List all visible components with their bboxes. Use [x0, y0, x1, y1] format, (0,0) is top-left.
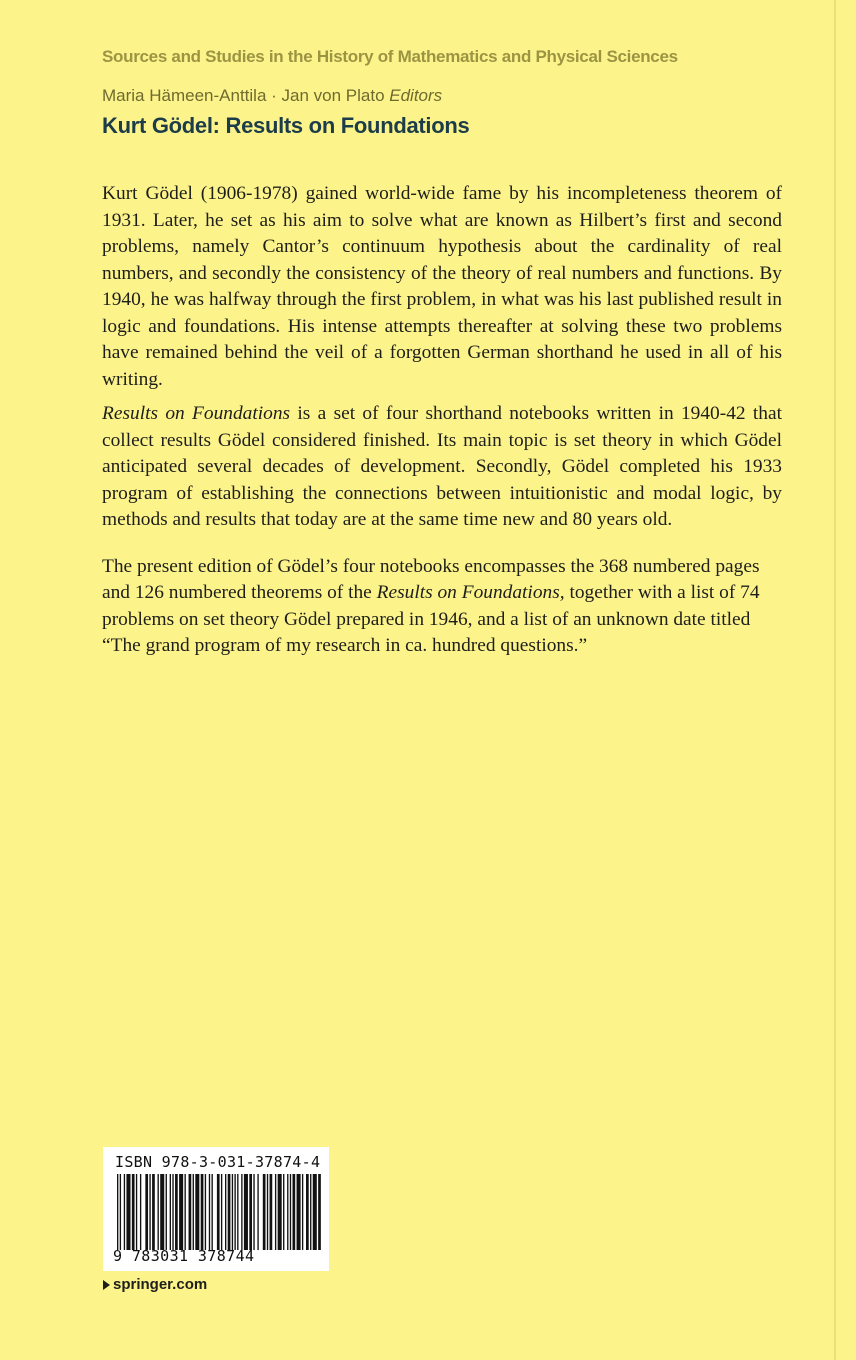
- barcode-bar: [185, 1174, 186, 1250]
- barcode-bar: [234, 1174, 235, 1250]
- barcode-bar: [117, 1174, 118, 1250]
- editors-role: Editors: [389, 86, 443, 105]
- blurb-p3-title: Results on Foundations,: [376, 582, 565, 603]
- barcode-bar: [244, 1174, 248, 1250]
- barcode-bar: [189, 1174, 192, 1250]
- barcode-bar: [228, 1174, 231, 1250]
- book-title: Kurt Gödel: Results on Foundations: [102, 113, 470, 138]
- barcode-bar: [132, 1174, 135, 1250]
- barcode-bar: [293, 1174, 296, 1250]
- barcode-bar: [145, 1174, 148, 1250]
- barcode-bar: [297, 1174, 301, 1250]
- barcode-bar: [170, 1174, 171, 1250]
- editors-names: Maria Hämeen-Anttila · Jan von Plato: [102, 86, 385, 105]
- barcode-bar: [306, 1174, 309, 1250]
- blurb-paragraph-2: [102, 401, 782, 534]
- barcode-bar: [126, 1174, 130, 1250]
- barcode-bar: [120, 1174, 121, 1250]
- barcode-bar: [217, 1174, 220, 1250]
- barcode-bar: [149, 1174, 150, 1250]
- blurb-p3-start: The present edition of Gödel’s four notebooks encompasses the 368 numbered pages and 126 numbered theorems of the: [102, 555, 760, 603]
- barcode-bar: [318, 1174, 321, 1250]
- barcode-bar: [193, 1174, 194, 1250]
- barcode-bar: [212, 1174, 213, 1250]
- publisher-url: springer.com: [113, 1276, 208, 1293]
- barcode-bar: [175, 1174, 178, 1250]
- barcode-bar: [290, 1174, 291, 1250]
- barcode-bar: [270, 1174, 273, 1250]
- barcode-bar: [201, 1174, 204, 1250]
- barcode-bar: [124, 1174, 125, 1250]
- barcode-bars: [111, 1174, 325, 1250]
- blurb-p2-title: Results on Foundations: [102, 403, 291, 424]
- isbn-label: ISBN 978-3-031-37874-4: [115, 1153, 321, 1171]
- barcode-bar: [237, 1174, 238, 1250]
- barcode-bar: [313, 1174, 317, 1250]
- barcode-bar: [209, 1174, 210, 1250]
- blurb-p3-rest: together with a list of 74 problems on set theory Gödel prepared in 1946, and a list of an unknown date titled “The grand program of my research in ca. hundred questions.”: [102, 582, 760, 656]
- barcode-bar: [160, 1174, 164, 1250]
- barcode-bar: [310, 1174, 311, 1250]
- barcode-bar: [205, 1174, 206, 1250]
- barcode-bar: [253, 1174, 254, 1250]
- back-cover-blurb: [102, 181, 782, 660]
- barcode-bar: [275, 1174, 276, 1250]
- barcode-bar: [158, 1174, 159, 1250]
- barcode-bar: [278, 1174, 282, 1250]
- barcode-bar: [195, 1174, 199, 1250]
- barcode-bar: [302, 1174, 303, 1250]
- barcode-bar: [179, 1174, 183, 1250]
- barcode-bar: [283, 1174, 284, 1250]
- barcode-bar: [225, 1174, 226, 1250]
- barcode-bar: [232, 1174, 233, 1250]
- barcode-bar: [287, 1174, 288, 1250]
- barcode-bar: [172, 1174, 173, 1250]
- barcode-bar: [249, 1174, 252, 1250]
- arrow-right-icon: [103, 1280, 110, 1290]
- barcode-bar: [241, 1174, 242, 1250]
- barcode-digits: 9 783031 378744: [113, 1247, 255, 1265]
- barcode-bar: [221, 1174, 222, 1250]
- blurb-paragraph-3: [102, 554, 782, 660]
- blurb-paragraph-1: Kurt Gödel (1906-1978) gained world-wide fame by his incompleteness theorem of 1931. Later, he set as his aim to solve what are known as Hilbert’s first and second problems, namely Cantor’s continuum hypothesis about the cardinality of real numbers, and secondly the consistency of the theory of real numbers and functions. By 1940, he was halfway through the first problem, in what was his last published result in logic and foundations. His intense attempts thereafter at solving these two problems have remained behind the veil of a forgotten German shorthand he used in all of his writing.: [102, 183, 782, 390]
- barcode-bar: [136, 1174, 137, 1250]
- barcode-bar: [166, 1174, 167, 1250]
- blurb-p2-rest: is a set of four shorthand notebooks written in 1940-42 that collect results Gödel considered finished. Its main topic is set theory in which Gödel anticipated several decades of development. Secondly, Gödel completed his 1933 program of establishing the connections between intuitionistic and modal logic, by methods and results that today are at the same time new and 80 years old.: [102, 403, 782, 530]
- barcode-bar: [267, 1174, 268, 1250]
- barcode-bar: [263, 1174, 266, 1250]
- spine-edge: [834, 0, 836, 1360]
- barcode-bar: [140, 1174, 141, 1250]
- barcode-bar: [152, 1174, 155, 1250]
- publisher-link[interactable]: [103, 1276, 207, 1293]
- isbn-barcode: [103, 1147, 329, 1271]
- barcode-bar: [257, 1174, 258, 1250]
- series-title: Sources and Studies in the History of Mathematics and Physical Sciences: [102, 47, 678, 66]
- editors-line: [102, 86, 442, 106]
